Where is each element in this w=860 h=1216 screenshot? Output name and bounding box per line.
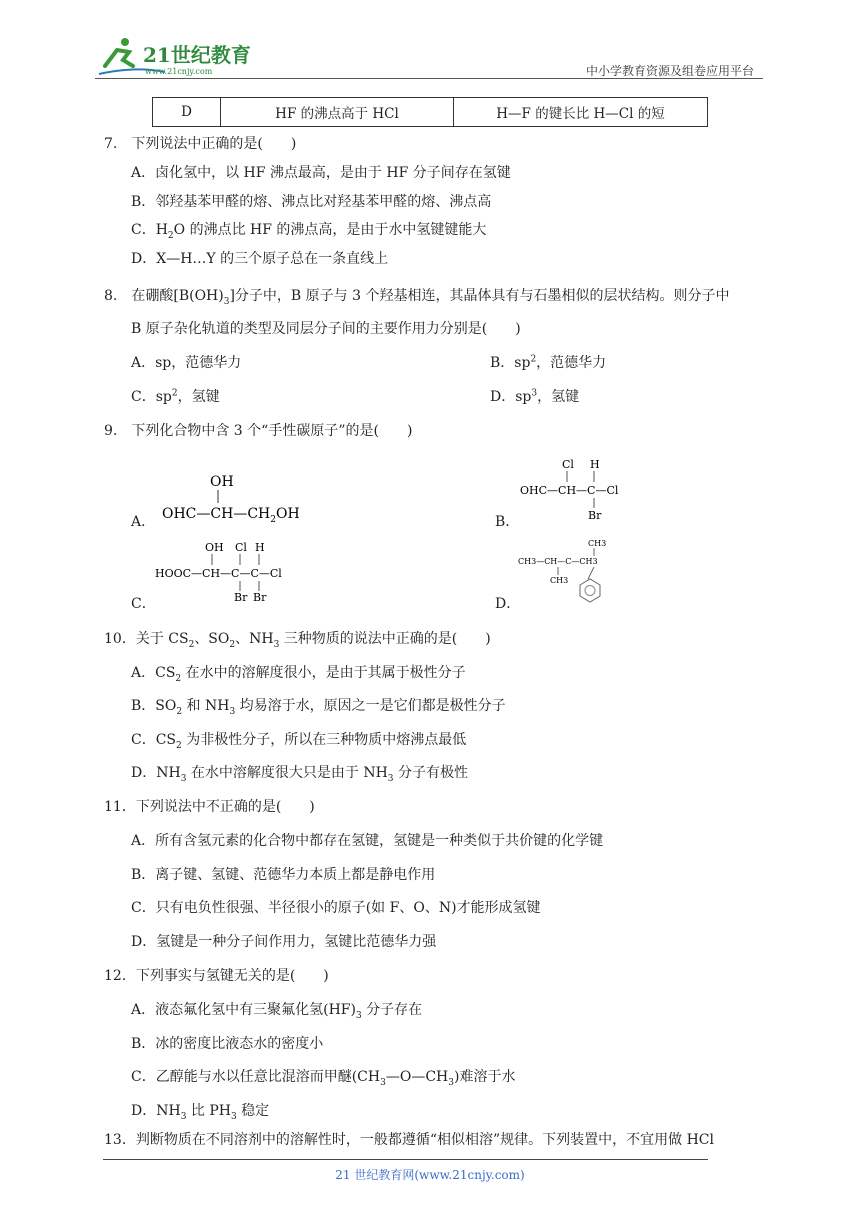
q9-structure-a bbox=[160, 470, 310, 530]
d-ch3-top: CH3 bbox=[588, 539, 607, 548]
table-cell-fact: HF 的沸点高于 HCl bbox=[221, 98, 454, 127]
a-oh-label: OH bbox=[210, 474, 234, 490]
header-divider bbox=[95, 78, 763, 79]
table-cell-reason: H—F 的键长比 H—Cl 的短 bbox=[454, 98, 708, 127]
c-h-label: H bbox=[255, 541, 265, 554]
q9-structure-c bbox=[155, 538, 305, 608]
q7-option-a: A．卤化氢中，以 HF 沸点最高，是由于 HF 分子间存在氢键 bbox=[131, 165, 511, 181]
q7-stem: 7. 下列说法中正确的是( ) bbox=[104, 136, 297, 152]
b-h-label: H bbox=[590, 458, 600, 471]
logo-text: 21世纪教育 bbox=[143, 43, 251, 67]
q11-option-c: C．只有电负性很强、半径很小的原子(如 F、O、N)才能形成氢键 bbox=[131, 900, 541, 916]
d-ch3-bottom: CH3 bbox=[550, 576, 569, 585]
table-row bbox=[153, 98, 708, 127]
q12-option-d: D．$NH_3$ 比 $PH_3$ 稳定 bbox=[131, 1103, 270, 1122]
c-main-chain: HOOC—CH—C—C—Cl bbox=[155, 567, 282, 580]
q11-option-d: D．氢键是一种分子间作用力，氢键比范德华力强 bbox=[131, 934, 437, 950]
q8-option-a: A．sp，范德华力 bbox=[131, 355, 242, 371]
footer-divider bbox=[103, 1159, 708, 1160]
c-oh-label: OH bbox=[205, 541, 224, 554]
q9-option-a-label: A． bbox=[131, 514, 156, 530]
d-main-chain: CH3—CH—C—CH3 bbox=[518, 557, 598, 566]
benzene-ring-icon bbox=[580, 579, 600, 602]
q10-option-b: B．$SO_2$ 和 $NH_3$ 均易溶于水，原因之一是它们都是极性分子 bbox=[131, 698, 506, 717]
footer-link[interactable]: 21 世纪教育网(www.21cnjy.com) bbox=[335, 1168, 525, 1182]
q12-option-b: B．冰的密度比液态水的密度小 bbox=[131, 1036, 324, 1052]
q11-option-a: A．所有含氢元素的化合物中都存在氢键，氢键是一种类似于共价键的化学键 bbox=[131, 833, 604, 849]
q8-stem-line1: 8. 在硼酸$[B(OH)_3]$分子中，B 原子与 3 个羟基相连，其晶体具有与石墨相似的层状结构。则分子中 bbox=[104, 288, 730, 307]
q12-option-a: A．液态氟化氢中有三聚氟化氢$(HF)_3$ 分子存在 bbox=[131, 1002, 423, 1021]
q10-option-c: C．$CS_2$ 为非极性分子，所以在三种物质中熔沸点最低 bbox=[131, 732, 467, 751]
header-platform-text: 中小学教育资源及组卷应用平台 bbox=[585, 64, 754, 78]
c-br1-label: Br bbox=[234, 591, 248, 604]
q8-stem-line2: B 原子杂化轨道的类型及同层分子间的主要作用力分别是( ) bbox=[131, 321, 521, 337]
q12-stem: 12．下列事实与氢键无关的是( ) bbox=[104, 968, 329, 984]
q9-structure-d bbox=[518, 535, 628, 607]
q9-option-c-label: C． bbox=[131, 596, 156, 612]
q8-option-b: B．$sp^2$，范德华力 bbox=[490, 354, 607, 371]
q7-option-d: D．X—H…Y 的三个原子总在一条直线上 bbox=[131, 251, 389, 267]
q10-option-a: A．$CS_2$ 在水中的溶解度很小，是由于其属于极性分子 bbox=[131, 665, 466, 684]
q12-option-c: C．乙醇能与水以任意比混溶而甲醚$(CH_3—O—CH_3)$难溶于水 bbox=[131, 1069, 516, 1088]
q7-option-c: C．$H_2O$ 的沸点比 HF 的沸点高，是由于水中氢键键能大 bbox=[131, 222, 487, 241]
b-br-label: Br bbox=[588, 509, 602, 522]
table-cell-option: D bbox=[153, 98, 221, 127]
c-cl-label: Cl bbox=[235, 541, 247, 554]
q9-stem: 9. 下列化合物中含 3 个“手性碳原子”的是( ) bbox=[104, 423, 413, 439]
q11-option-b: B．离子键、氢键、范德华力本质上都是静电作用 bbox=[131, 867, 436, 883]
site-logo bbox=[95, 36, 255, 78]
b-main-chain: OHC—CH—C—Cl bbox=[520, 484, 619, 497]
q7-option-b: B．邻羟基苯甲醛的熔、沸点比对羟基苯甲醛的熔、沸点高 bbox=[131, 194, 492, 210]
q10-option-d: D．$NH_3$ 在水中溶解度很大只是由于 $NH_3$ 分子有极性 bbox=[131, 765, 468, 784]
logo-url: www.21cnjy.com bbox=[145, 67, 213, 76]
a-main-chain: $OHC—CH—CH_2OH$ bbox=[162, 506, 300, 525]
q13-stem: 13．判断物质在不同溶剂中的溶解性时，一般都遵循“相似相溶”规律。下列装置中，不宜用做 HCl bbox=[104, 1132, 714, 1148]
q8-option-c: C．$sp^2$，氢键 bbox=[131, 388, 220, 405]
q10-stem: 10．关于 $CS_2$、$SO_2$、$NH_3$ 三种物质的说法中正确的是( ) bbox=[104, 631, 491, 650]
b-cl-label: Cl bbox=[562, 458, 574, 471]
answer-table bbox=[152, 97, 708, 127]
c-br2-label: Br bbox=[253, 591, 267, 604]
q9-structure-b bbox=[520, 455, 640, 525]
q8-option-d: D．$sp^3$，氢键 bbox=[490, 388, 580, 405]
q11-stem: 11．下列说法中不正确的是( ) bbox=[104, 799, 315, 815]
runner-logo-icon bbox=[95, 36, 255, 78]
q9-option-b-label: B． bbox=[495, 514, 520, 530]
q9-option-d-label: D． bbox=[495, 596, 521, 612]
